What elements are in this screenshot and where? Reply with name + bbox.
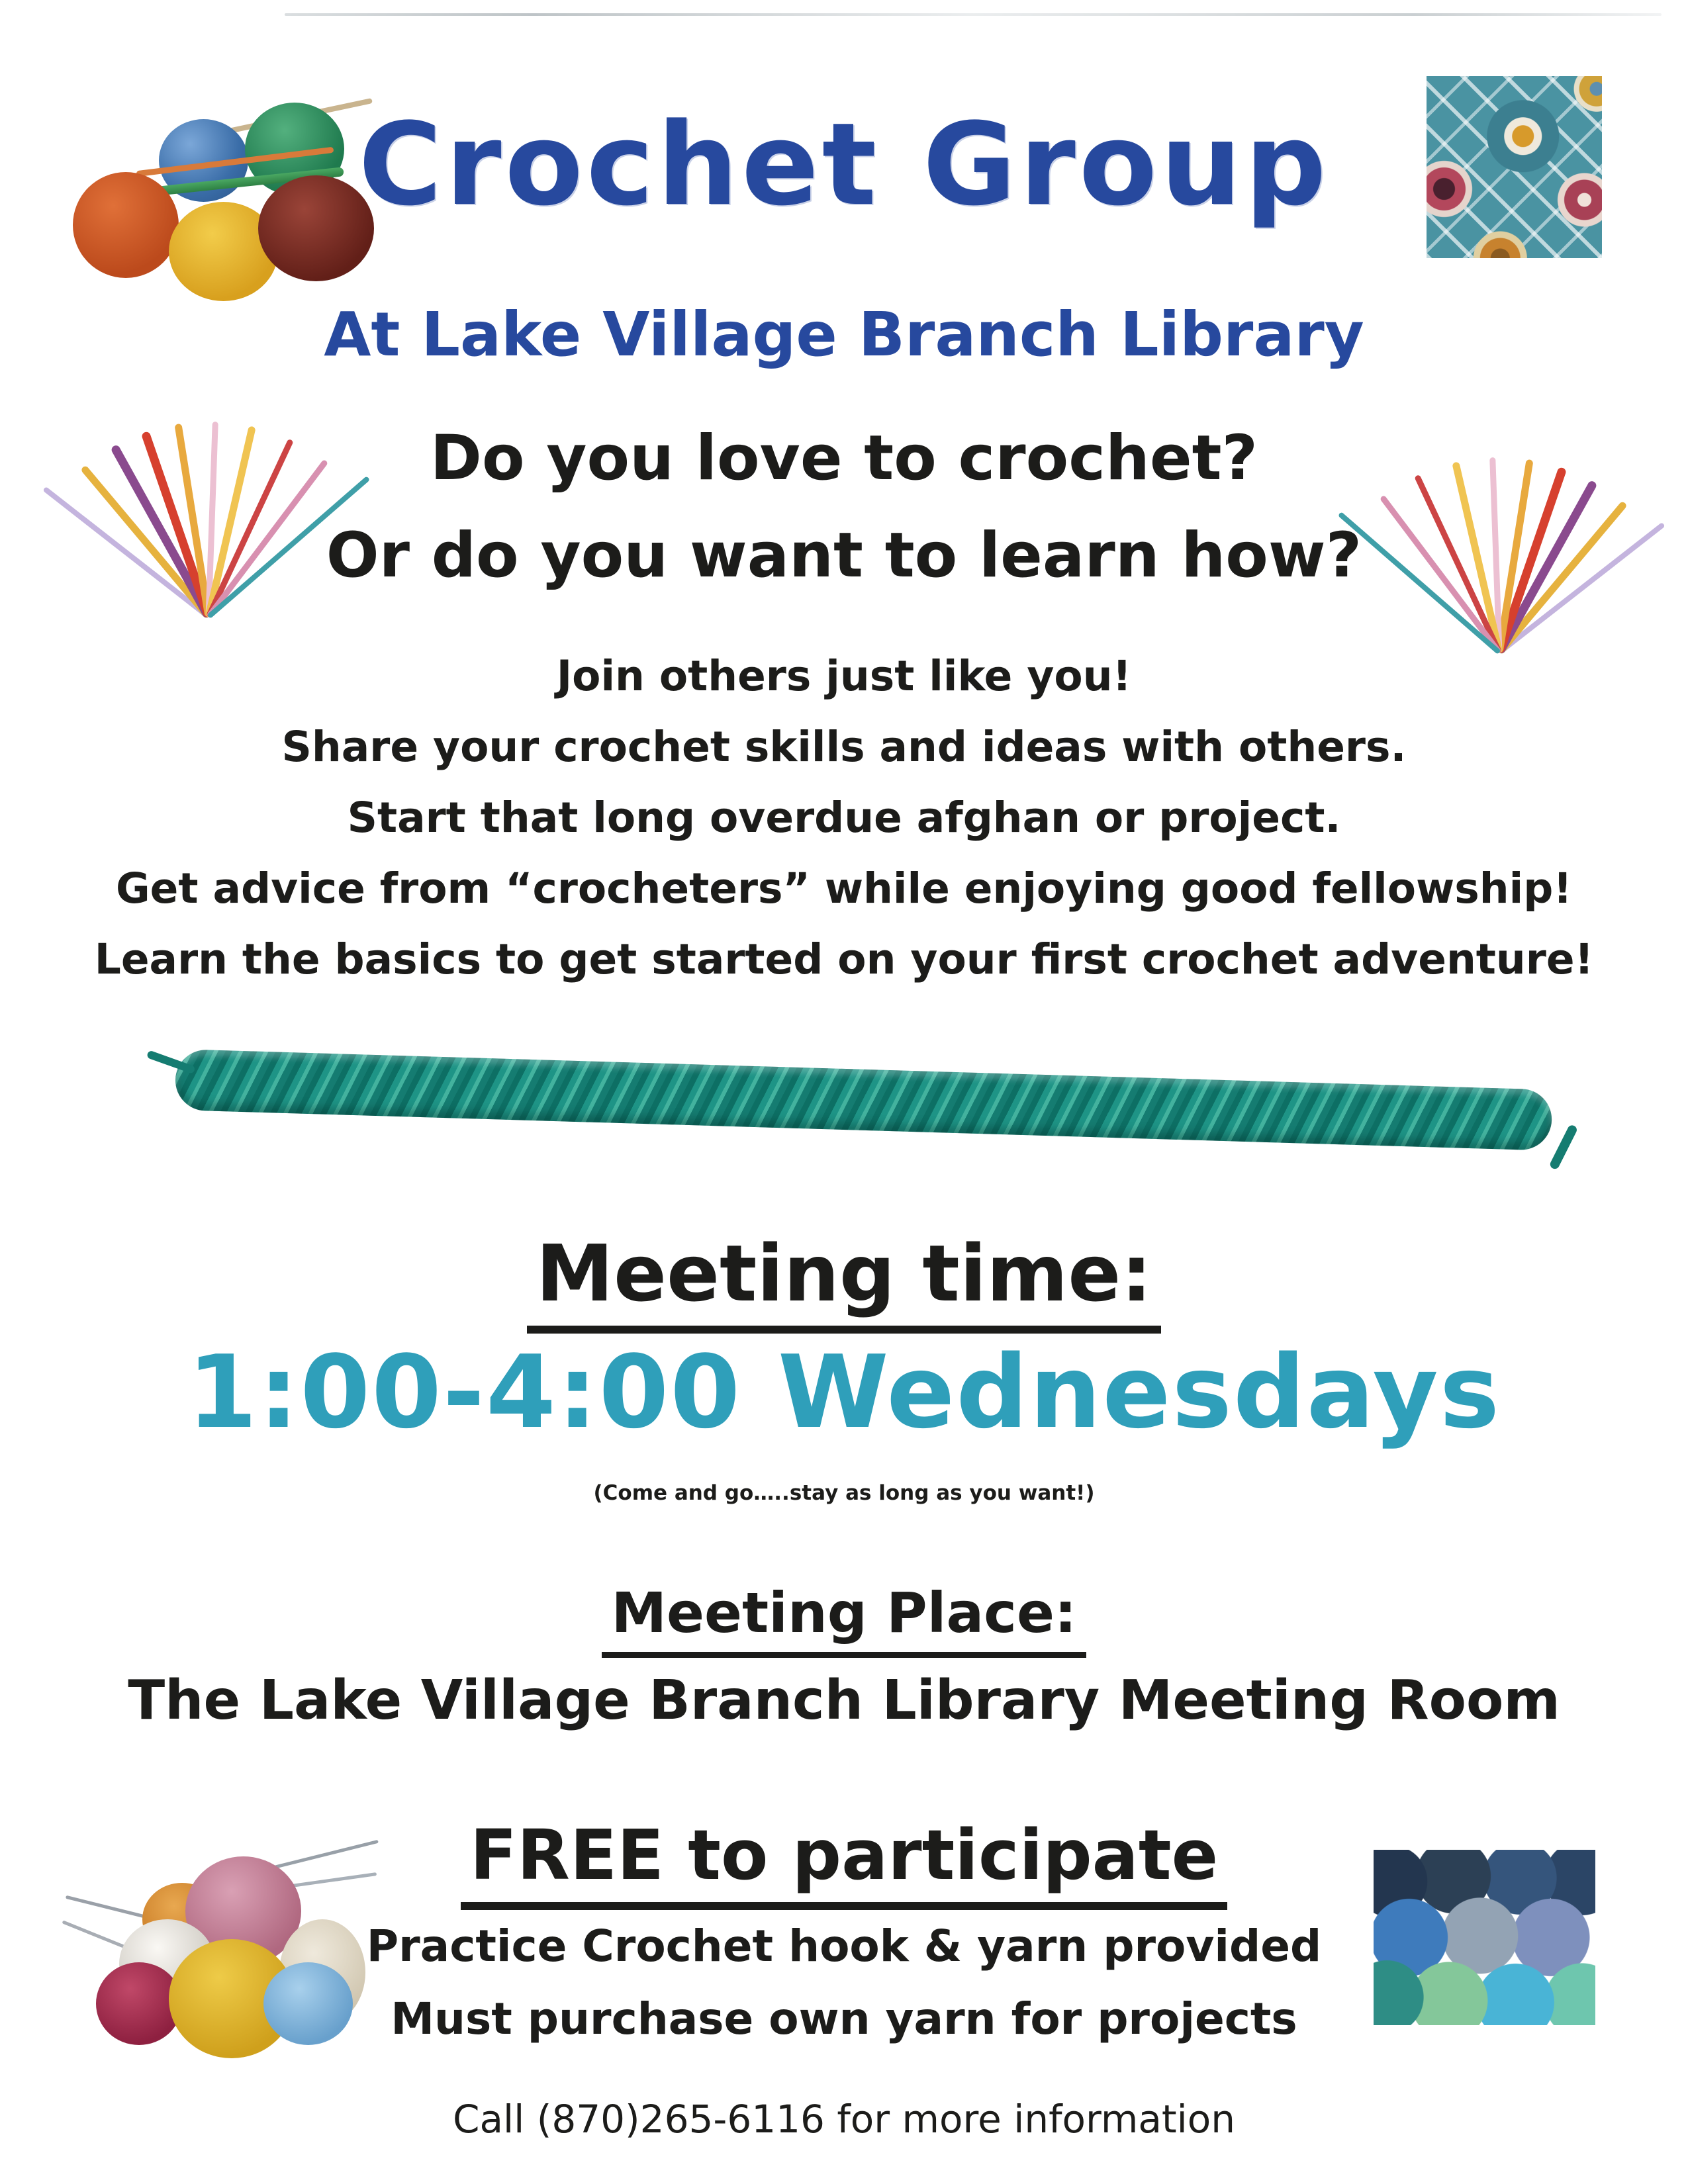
pitch-text bbox=[0, 641, 1688, 995]
meeting-place-value: The Lake Village Branch Library Meeting Room bbox=[128, 1669, 1560, 1732]
pitch-line: Start that long overdue afghan or project. bbox=[347, 794, 1341, 842]
granny-square-image bbox=[1427, 76, 1602, 258]
meeting-time-heading bbox=[0, 1228, 1688, 1334]
free-detail-line: Must purchase own yarn for projects bbox=[391, 1993, 1297, 2044]
scan-artifact-line bbox=[285, 13, 1662, 16]
crochet-chain-image bbox=[169, 1029, 1566, 1155]
pitch-line: Join others just like you! bbox=[556, 652, 1132, 700]
pitch-line: Learn the basics to get started on your first crochet adventure! bbox=[94, 935, 1594, 984]
question-line: Or do you want to learn how? bbox=[326, 520, 1362, 592]
blue-yarn-balls-image bbox=[1374, 1850, 1595, 2025]
meeting-time-note: (Come and go…..stay as long as you want!) bbox=[593, 1481, 1095, 1505]
meeting-place-heading-label: Meeting Place: bbox=[602, 1580, 1086, 1658]
meeting-time-heading-label: Meeting time: bbox=[527, 1228, 1162, 1334]
meeting-time-value: 1:00-4:00 Wednesdays bbox=[187, 1334, 1501, 1451]
page-subtitle: At Lake Village Branch Library bbox=[324, 299, 1364, 370]
pitch-line: Share your crochet skills and ideas with others. bbox=[281, 723, 1407, 772]
free-detail-line: Practice Crochet hook & yarn provided bbox=[366, 1921, 1322, 1972]
pitch-line: Get advice from “crocheters” while enjoying good fellowship! bbox=[115, 864, 1573, 913]
page-title: Crochet Group bbox=[358, 98, 1330, 231]
crochet-chain-bar bbox=[175, 1049, 1553, 1151]
contact-info: Call (870)265-6116 for more information bbox=[453, 2097, 1235, 2142]
free-heading-label: FREE to participate bbox=[461, 1815, 1227, 1910]
meeting-place-heading bbox=[0, 1580, 1688, 1658]
question-line: Do you love to crochet? bbox=[430, 422, 1258, 494]
